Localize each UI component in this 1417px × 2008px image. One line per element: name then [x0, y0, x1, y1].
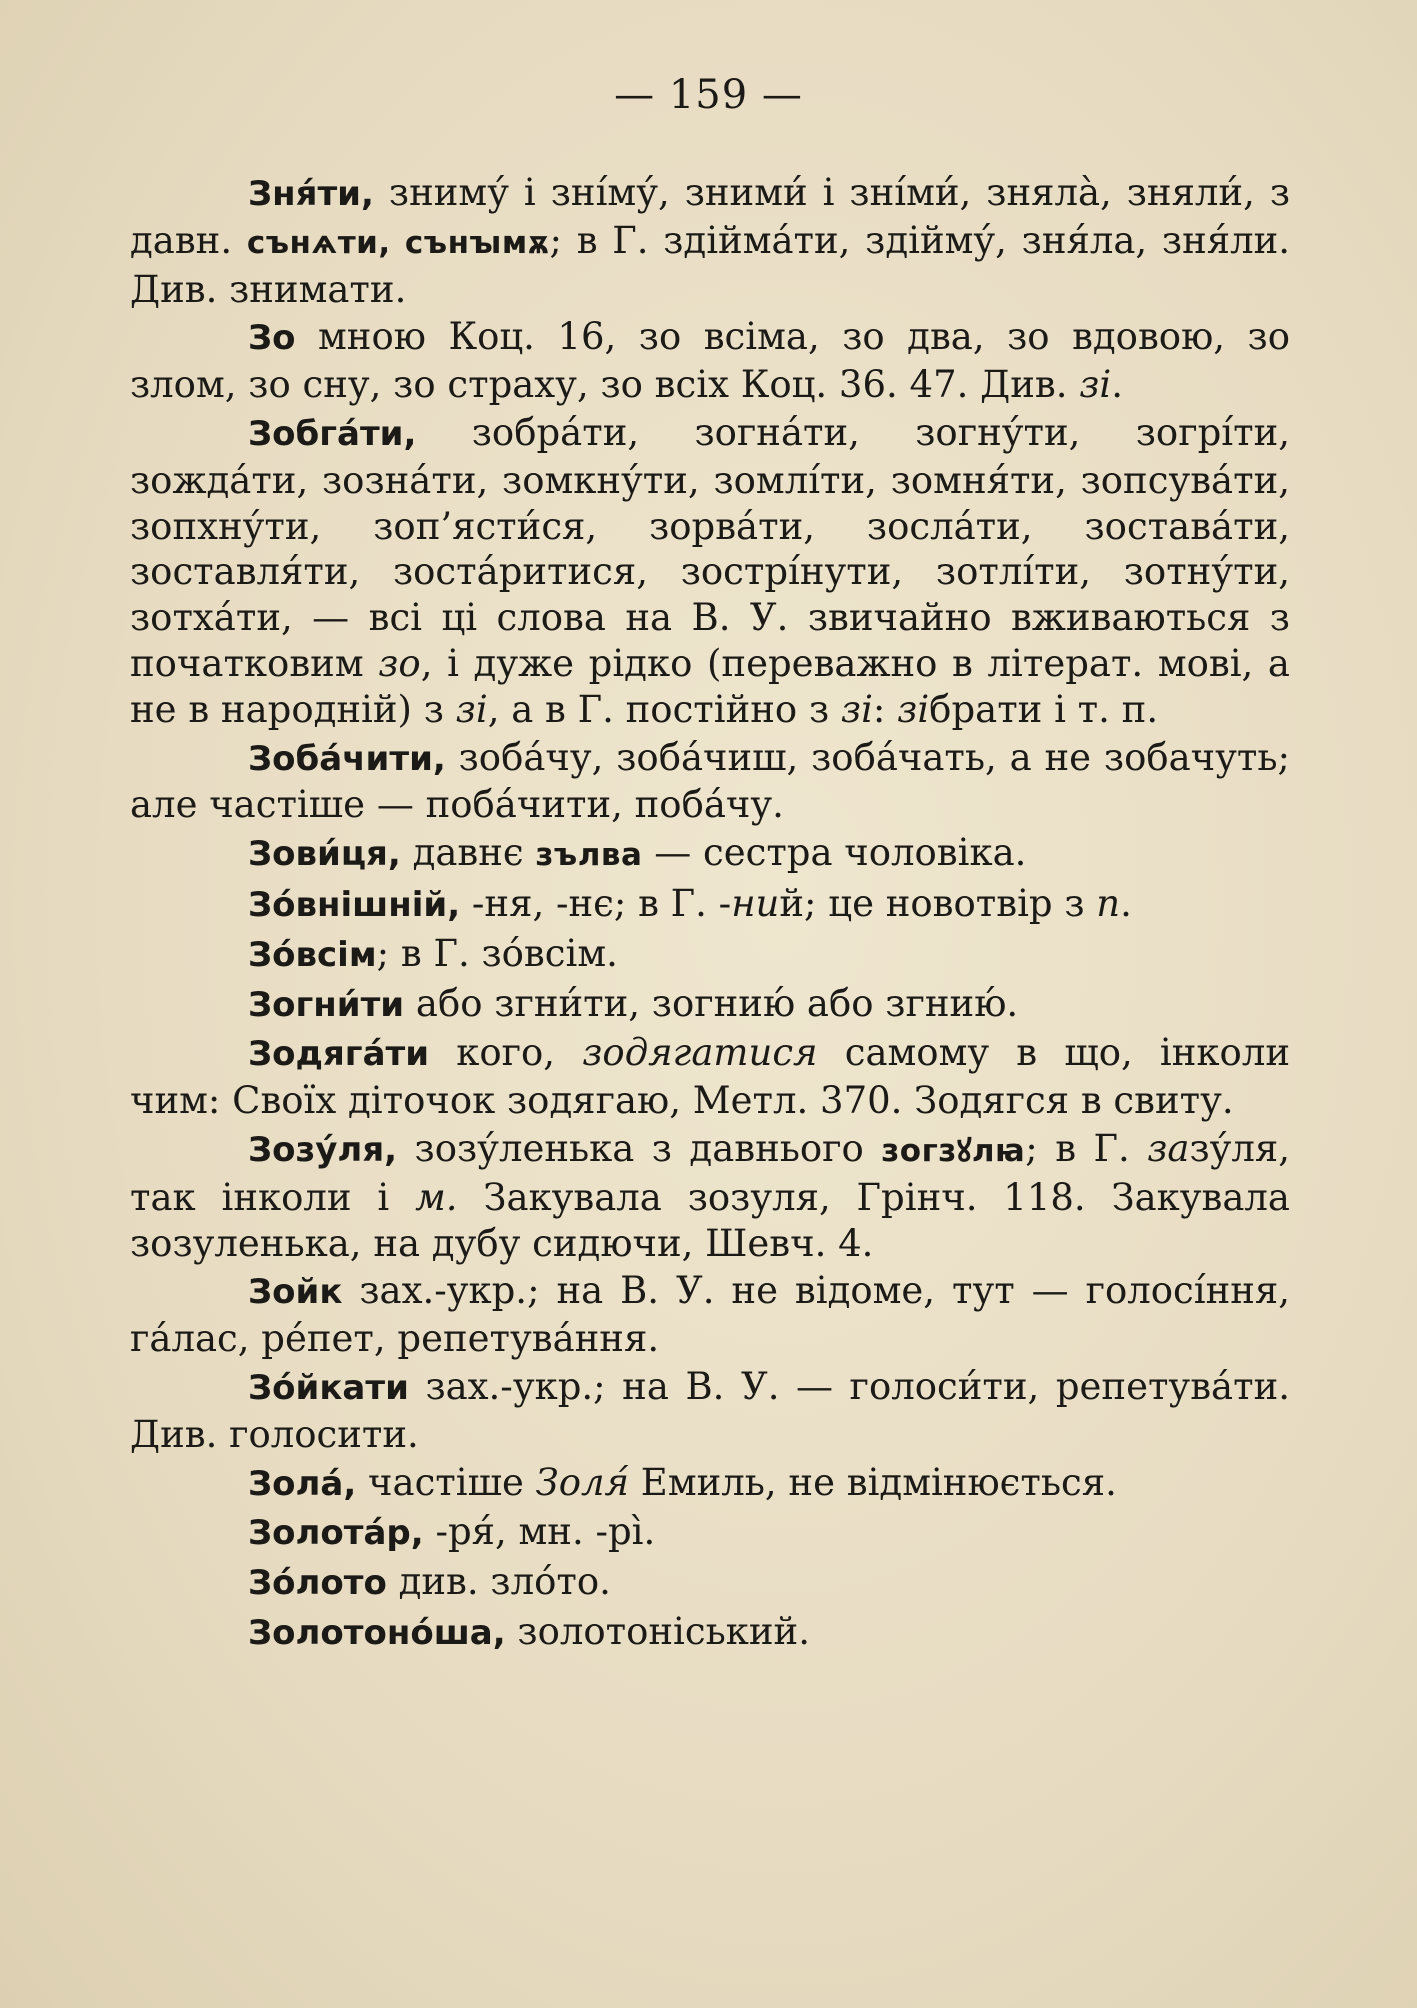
- entry-headword: Золотоно́ша,: [248, 1612, 506, 1653]
- entry-headword: Зо́йкати: [248, 1367, 409, 1408]
- italic-text: м.: [415, 1175, 458, 1219]
- dictionary-entry: [130, 1460, 1290, 1508]
- entry-text: -ня, -нє; в Г. -: [460, 881, 732, 925]
- entry-headword: Зогни́ти: [248, 984, 405, 1025]
- italic-text: Золя́: [535, 1460, 630, 1504]
- entry-text: зу́ля, так інколи і: [130, 1126, 1291, 1219]
- italic-text: п: [1096, 881, 1121, 925]
- italic-text: зо: [378, 641, 421, 685]
- entry-headword: Зо: [248, 318, 296, 359]
- dictionary-entry: [130, 1364, 1290, 1458]
- entry-text: брати і т. п.: [929, 687, 1159, 731]
- dictionary-entry: [130, 1268, 1290, 1362]
- dictionary-entry: [130, 881, 1290, 929]
- italic-text: зі: [1079, 363, 1112, 407]
- entry-text: — сестра чоловіка.: [642, 831, 1027, 875]
- old-slavonic-text: зогзꙋлꙗ: [881, 1132, 1026, 1169]
- dictionary-entry: [130, 1126, 1290, 1266]
- dictionary-entry: [130, 830, 1290, 879]
- italic-text: зі: [840, 687, 873, 731]
- dictionary-entries: [130, 170, 1290, 1659]
- entry-headword: Зови́ця,: [248, 834, 401, 875]
- entry-text: Емиль, не відмінюється.: [629, 1460, 1117, 1504]
- entry-text: частіше: [356, 1460, 536, 1504]
- entry-text: зах.-укр.; на В. У. — голоси́ти, репетува́ти. Див. голосити.: [130, 1364, 1290, 1456]
- entry-text: ; в Г.: [1025, 1126, 1148, 1170]
- entry-text: , а в Г. постійно з: [487, 687, 841, 731]
- entry-headword: Зола́,: [248, 1463, 357, 1504]
- entry-text: -ря́, мн. -рі̀.: [423, 1510, 656, 1554]
- entry-text: ; в Г. здійма́ти, здійму́, зня́ла, зня́ли. Див. знимати.: [130, 218, 1290, 311]
- entry-text: ; в Г. зо́всім.: [376, 931, 618, 975]
- dictionary-entry: [130, 981, 1290, 1029]
- entry-text: .: [1111, 363, 1124, 407]
- entry-text: Закувала зозуля, Грінч. 118. Закувала зозуленька, на дубу сидючи, Шевч. 4.: [130, 1175, 1290, 1265]
- entry-text: див. зло́то.: [386, 1560, 611, 1604]
- dictionary-entry: [130, 314, 1290, 408]
- italic-text: зодягатися: [582, 1031, 818, 1075]
- entry-headword: Зня́ти,: [248, 174, 374, 214]
- dictionary-entry: [130, 1559, 1290, 1607]
- dictionary-entry: [130, 1609, 1290, 1657]
- entry-headword: Зойк: [248, 1272, 343, 1313]
- dictionary-entry: [130, 931, 1290, 979]
- entry-headword: Зо́всім: [248, 934, 377, 975]
- entry-headword: Зодяга́ти: [248, 1034, 430, 1075]
- dictionary-entry: [130, 735, 1290, 829]
- italic-text: ни: [731, 881, 780, 925]
- italic-text: за: [1147, 1126, 1190, 1170]
- entry-text: зоба́чу, зоба́чиш, зоба́чать, а не зобачуть; але частіше — поба́чити, поба́чу.: [130, 735, 1290, 827]
- entry-text: зозу́ленька з давнього: [397, 1126, 882, 1170]
- entry-headword: Зобга́ти,: [248, 413, 417, 454]
- entry-text: зниму́ і зні́му́, зними́ і зні́ми́, зняла̀, зняли́, з давн.: [130, 171, 1290, 262]
- entry-text: або згни́ти, зогнию́ або згнию́.: [404, 981, 1019, 1025]
- entry-text: давнє: [400, 831, 536, 875]
- entry-text: :: [872, 687, 898, 731]
- entry-text: зобра́ти, зогна́ти, зогну́ти, зогрі́ти, зожда́ти, зозна́ти, зомкну́ти, зомлі́ти, зомня́ти, зопсува́ти, зопхну́ти, зоп’ясти́ся, зорва́ти, зосла́ти, зостава́ти, зоставля́ти, зоста́ритися, зострі́нути, зотлі́ти, зотну́ти, зотха́ти, — всі ці слова на В. У. звичайно вживаються з початковим: [130, 410, 1290, 685]
- entry-headword: Золота́р,: [248, 1513, 424, 1554]
- italic-text: зі: [897, 687, 930, 731]
- entry-headword: Зо́внішній,: [248, 884, 461, 925]
- entry-text: зах.-укр.; на В. У. не відоме, тут — голосі́ння, га́лас, ре́пет, репетува́ння.: [130, 1269, 1290, 1361]
- dictionary-entry: [130, 1509, 1290, 1557]
- old-slavonic-text: зълва: [535, 837, 643, 874]
- entry-text: мною Коц. 16, зо всіма, зо два, зо вдовою, зо злом, зо сну, зо страху, зо всіх Коц. 36. 47. Див.: [130, 315, 1290, 407]
- entry-text: кого,: [429, 1031, 583, 1075]
- entry-text: золотоніський.: [505, 1609, 810, 1653]
- entry-text: .: [1120, 881, 1132, 925]
- dictionary-entry: [130, 410, 1290, 733]
- entry-text: , і дуже рідко (переважно в літерат. мові, а не в народній) з: [130, 641, 1290, 731]
- old-slavonic-text: сънѧти, сънꙑмѫ: [246, 224, 550, 261]
- dictionary-entry: [130, 1030, 1290, 1124]
- entry-headword: Зозу́ля,: [248, 1129, 398, 1170]
- entry-headword: Зо́лото: [248, 1563, 387, 1604]
- entry-headword: Зоба́чити,: [248, 738, 446, 779]
- page-number: — 159 —: [614, 72, 803, 118]
- entry-text: самому в що, інколи чим: Своїх діточок зодягаю, Метл. 370. Зодягся в свиту.: [130, 1031, 1290, 1123]
- dictionary-entry: [130, 170, 1290, 312]
- entry-text: й; це новотвір з: [779, 881, 1097, 925]
- italic-text: зі: [455, 687, 488, 731]
